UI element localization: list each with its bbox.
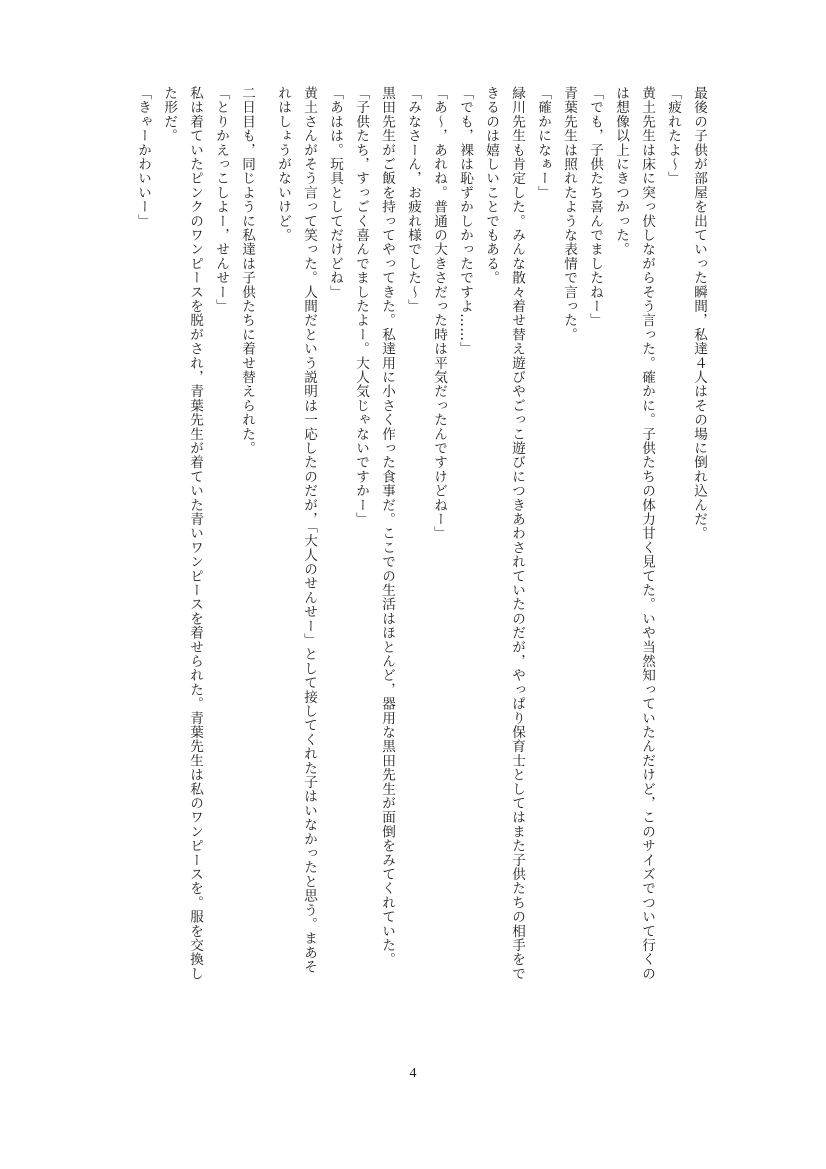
text-line: 「でも，裸は恥ずかしかったですよ……」 — [457, 86, 473, 356]
text-line: 「とりかえっこしよー，せんせー」 — [213, 86, 229, 314]
text-line: 黒田先生がご飯を持ってやってきた。私達用に小さく作った食事だ。ここでの生活はほとんど，器用な黒田先生が面倒をみてくれていた。 — [379, 86, 395, 967]
text-line: れはしょうがないけど。 — [275, 86, 291, 243]
text-line: 二日目も，同じように私達は子供たちに着せ替えられた。 — [239, 86, 255, 456]
text-line: 「子供たち，すっごく喜んでましたよー。大人気じゃないですかー」 — [353, 86, 369, 527]
page-number: 4 — [409, 1066, 417, 1081]
text-line: 青葉先生は照れたような表情で言った。 — [561, 86, 577, 342]
text-line: 「あ～，あれね。普通の大きさだった時は平気だったんですけどねー」 — [431, 86, 447, 541]
text-line: 緑川先生も肯定した。みんな散々着せ替え遊びやごっこ遊びにつきあわされていたのだが，やっぱり保育士としてはまた子供たちの相手をで — [509, 86, 525, 981]
text-line: きるのは嬉しいことでもある。 — [483, 86, 499, 285]
text-line: 「あはは。玩具としてだけどね」 — [327, 86, 343, 299]
text-line: 黄土さんがそう言って笑った。人間だという説明は一応したのだが，「大人のせんせー」として接してくれた子はいなかったと思う。まあそ — [301, 86, 317, 974]
text-line: 黄土先生は床に突っ伏しながらそう言った。確かに。子供たちの体力甘く見てた。いや当然知っていたんだけど，このサイズでついて行くの — [639, 86, 655, 981]
text-line: 「みなさーん，お疲れ様でした～」 — [405, 86, 421, 314]
text-line: 「でも，子供たち喜んでましたねー」 — [587, 86, 603, 328]
text-line: 「きゃーかわいいー」 — [135, 86, 151, 228]
text-line: 「疲れたよ～」 — [665, 86, 681, 186]
text-line: た形だ。 — [161, 86, 177, 143]
text-line: は想像以上にきつかった。 — [613, 86, 629, 257]
text-line: 私は着ていたピンクのワンピースを脱がされ，青葉先生が着ていた青いワンピースを着せられた。青葉先生は私のワンピースを。服を交換し — [187, 86, 203, 981]
text-line: 最後の子供が部屋を出ていった瞬間，私達４人はその場に倒れ込んだ。 — [691, 86, 707, 541]
text-line: 「確かになぁー」 — [535, 86, 551, 200]
